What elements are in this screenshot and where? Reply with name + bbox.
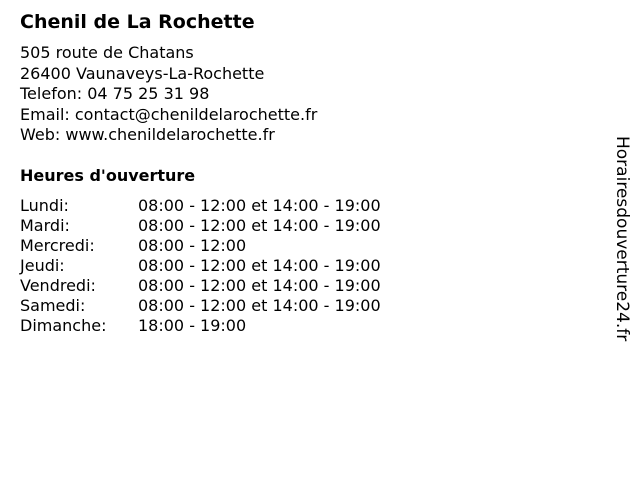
address-city: 26400 Vaunaveys-La-Rochette	[20, 63, 265, 83]
hours-day: Mardi:	[20, 215, 70, 235]
hours-day: Mercredi:	[20, 235, 95, 255]
hours-row-mardi	[20, 216, 590, 236]
hours-day: Jeudi:	[20, 255, 65, 275]
hours-row-vendredi	[20, 276, 590, 296]
phone-line: Telefon: 04 75 25 31 98	[20, 84, 210, 103]
hours-time: 08:00 - 12:00 et 14:00 - 19:00	[138, 275, 381, 295]
hours-row-lundi	[20, 196, 590, 216]
address-block	[20, 43, 590, 146]
business-card	[20, 10, 590, 336]
hours-time: 08:00 - 12:00 et 14:00 - 19:00	[138, 215, 381, 235]
hours-row-dimanche	[20, 316, 590, 336]
hours-time: 08:00 - 12:00	[138, 235, 247, 255]
business-name: Chenil de La Rochette	[20, 11, 255, 33]
hours-title: Heures d'ouverture	[20, 165, 196, 185]
hours-time: 08:00 - 12:00 et 14:00 - 19:00	[138, 195, 381, 215]
email-line: Email: contact@chenildelarochette.fr	[20, 104, 318, 124]
hours-day: Samedi:	[20, 295, 86, 315]
hours-time: 08:00 - 12:00 et 14:00 - 19:00	[138, 255, 381, 275]
hours-row-mercredi	[20, 236, 590, 256]
hours-time: 08:00 - 12:00 et 14:00 - 19:00	[138, 295, 381, 315]
site-watermark: Horairesdouverture24.fr	[612, 136, 632, 342]
hours-day: Lundi:	[20, 195, 69, 215]
hours-day: Vendredi:	[20, 275, 96, 295]
web-line: Web: www.chenildelarochette.fr	[20, 125, 275, 144]
hours-row-jeudi	[20, 256, 590, 276]
address-street: 505 route de Chatans	[20, 43, 194, 62]
hours-table	[20, 196, 590, 336]
hours-row-samedi	[20, 296, 590, 316]
hours-day: Dimanche:	[20, 315, 107, 335]
hours-time: 18:00 - 19:00	[138, 315, 247, 335]
